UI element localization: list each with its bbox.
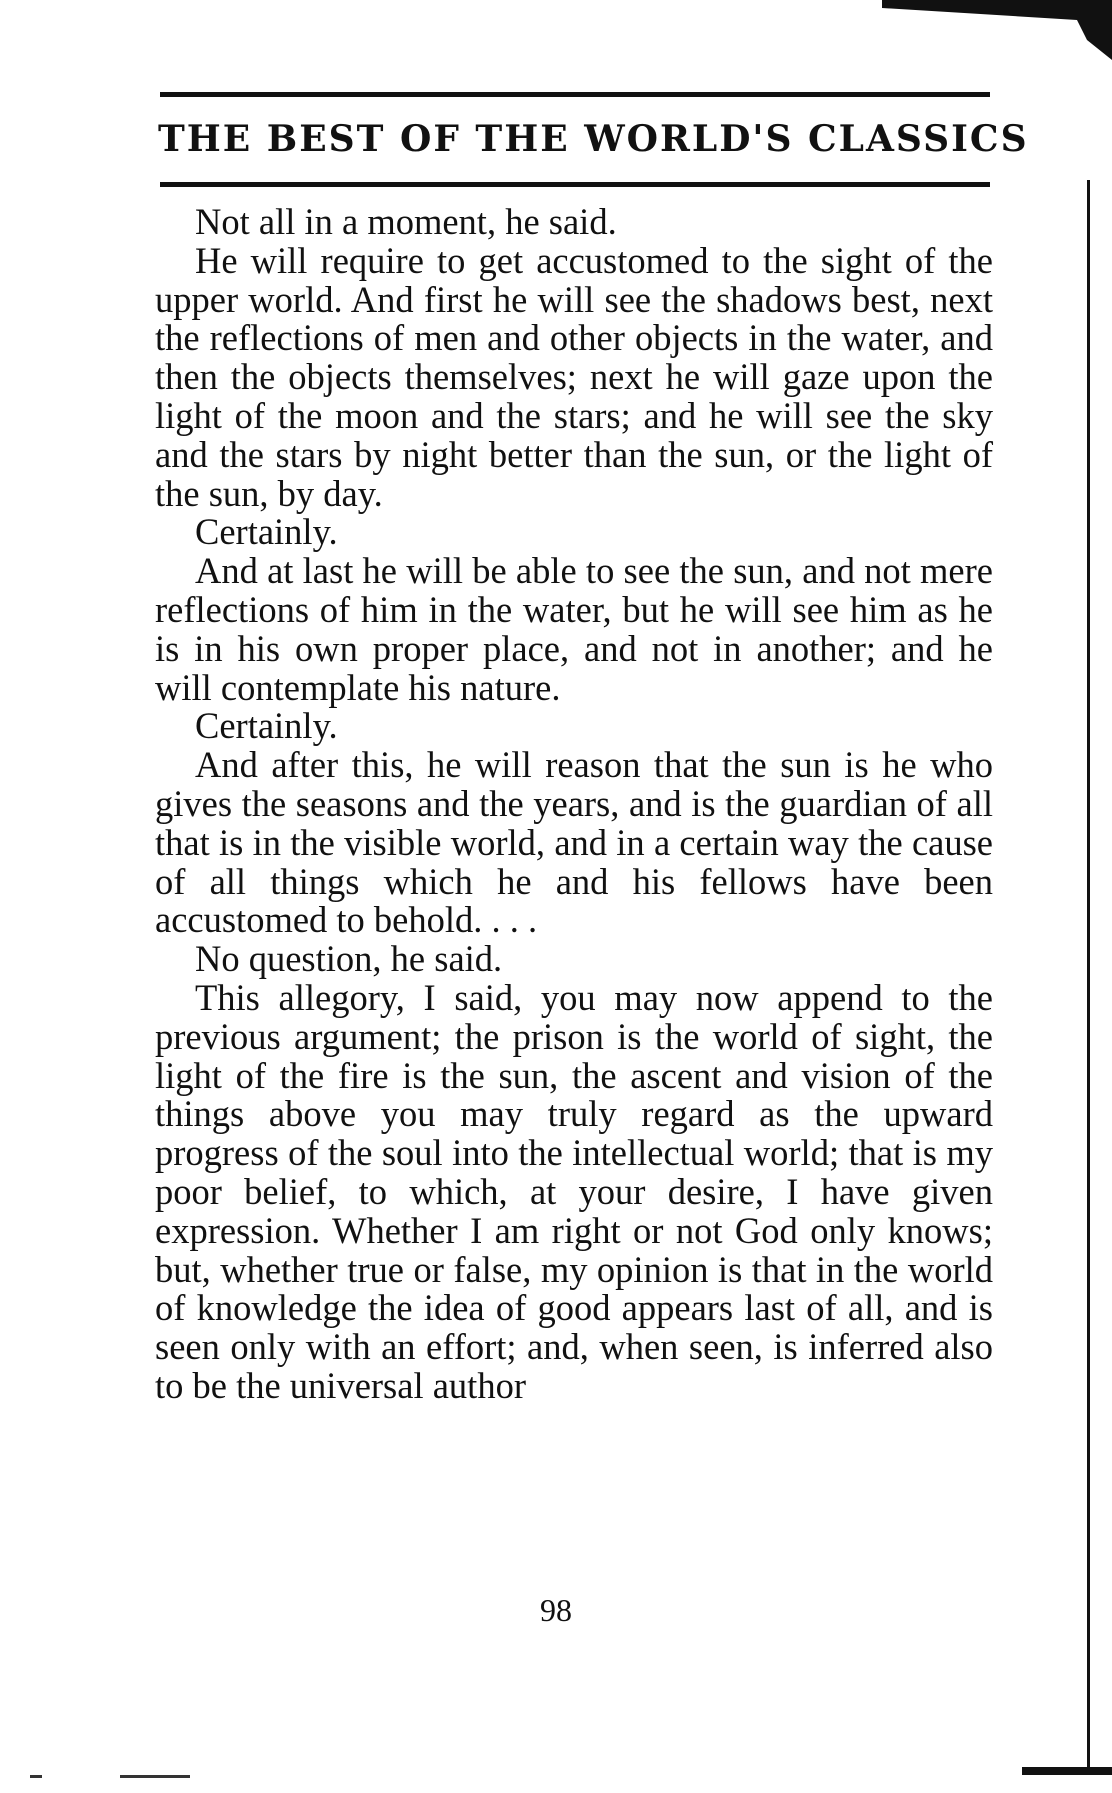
paragraph: This allegory, I said, you may now append to the previous argument; the prison is the world of sight, the light of the fire is the sun, the ascent and vision of the things above you may truly regard as the upward progress of the soul into the intellectual world; that is my poor belief, to which, at your desire, I have given expression. Whether I am right or not God only knows; but, whether true or false, my opinion is that in the world of knowledge the idea of good appears last of all, and is seen only with an effort; and, when seen, is inferred also to be the universal author [155,976,993,1406]
paragraph: And after this, he will reason that the sun is he who gives the seasons and the years, and is the guardian of all that is in the visible world, and in a certain way the cause of all things which he and his fellows have been accustomed to behold. . . . [155,744,993,941]
page-edge-line [1087,180,1090,1770]
paragraph: And at last he will be able to see the sun, and not mere reflections of him in the water, but he will see him as he is in his own proper place, and not in another; and he will contemplate his nature. [155,550,993,708]
body-text [155,203,993,1406]
page-number: 98 [540,1592,572,1628]
paragraph: Not all in a moment, he said. [195,201,617,242]
header-rule-bottom [160,182,990,187]
header-rule-top [160,92,990,97]
scan-artifact-marks [30,1775,200,1779]
paragraph: Certainly. [195,511,338,553]
running-title: THE BEST OF THE WORLD'S CLASSICS [158,118,1029,160]
paragraph: He will require to get accustomed to the sight of the upper world. And first he will see the shadows best, next the reflections of men and other objects in the water, and then the objects themselves; next he will gaze upon the light of the moon and the stars; and he will see the sky and the stars by night better than the sun, or the light of the sun, by day. [155,239,993,514]
page-edge-foot [1022,1767,1112,1775]
corner-binding-mark [882,0,1112,60]
paragraph: Certainly. [195,705,338,747]
paragraph: No question, he said. [195,938,503,980]
